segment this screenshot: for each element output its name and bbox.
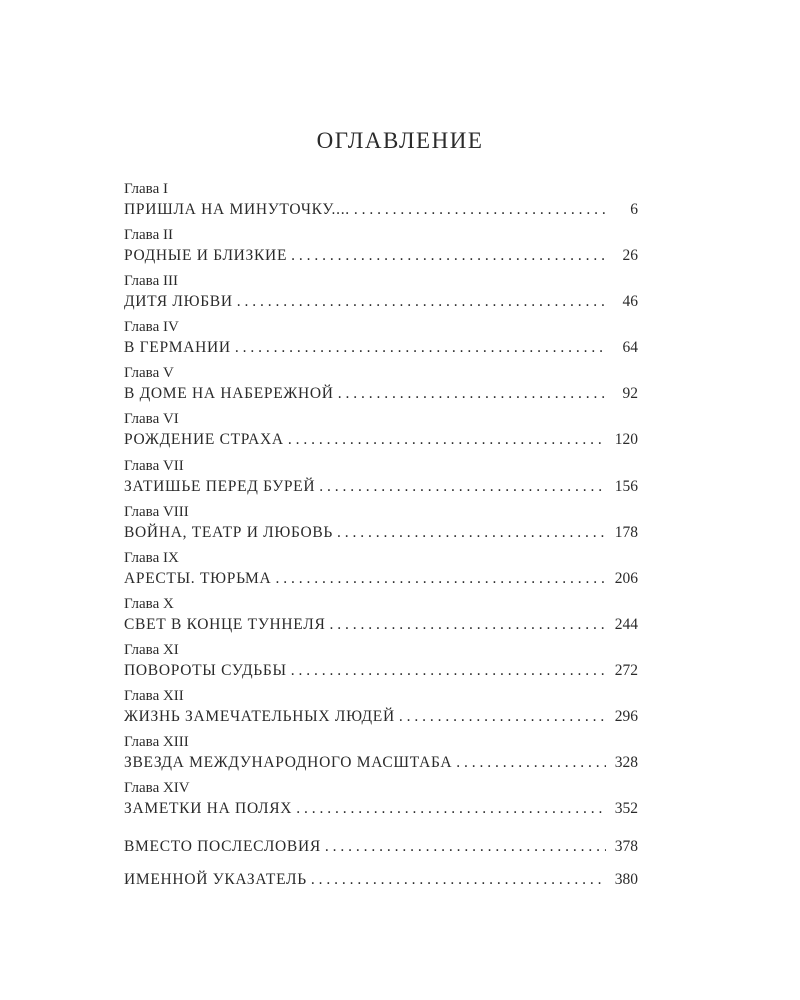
toc-chapter-2[interactable] [124, 225, 638, 271]
page-number: 206 [614, 569, 638, 587]
toc-chapter-10[interactable] [124, 594, 638, 640]
page-number: 64 [622, 339, 638, 357]
page-number: 378 [614, 838, 638, 855]
toc-chapter-7[interactable] [124, 456, 638, 502]
chapter-title: ЖИЗНЬ ЗАМЕЧАТЕЛЬНЫХ ЛЮДЕЙ [124, 708, 395, 726]
dot-leader [235, 337, 606, 359]
page-number: 156 [614, 477, 638, 495]
toc-entry[interactable] [124, 660, 638, 682]
dot-leader [319, 476, 606, 498]
toc-chapter-4[interactable] [124, 317, 638, 363]
dot-leader [311, 869, 606, 891]
page-number: 272 [614, 661, 638, 679]
chapter-label: Глава III [124, 273, 178, 290]
toc-entry[interactable] [124, 568, 638, 590]
chapter-title: РОЖДЕНИЕ СТРАХА [124, 431, 284, 449]
toc-entry[interactable] [124, 383, 638, 405]
toc-entry[interactable] [124, 836, 638, 858]
toc-chapter-14[interactable] [124, 778, 638, 824]
toc-chapter-6[interactable] [124, 409, 638, 455]
toc-entry[interactable] [124, 614, 638, 636]
dot-leader [338, 383, 606, 405]
dot-leader [456, 752, 606, 774]
dot-leader [296, 798, 606, 820]
chapter-title: ЗАТИШЬЕ ПЕРЕД БУРЕЙ [124, 477, 316, 495]
dot-leader [291, 660, 606, 682]
toc-entry[interactable] [124, 199, 638, 221]
toc-chapter-3[interactable] [124, 271, 638, 317]
chapter-title: ПРИШЛА НА МИНУТОЧКУ.... [124, 201, 350, 218]
chapter-title: ПОВОРОТЫ СУДЬБЫ [124, 661, 287, 679]
chapter-title: АРЕСТЫ. ТЮРЬМА [124, 569, 272, 587]
table-of-contents [124, 179, 638, 824]
dot-leader [354, 199, 606, 221]
chapter-label: Глава VI [124, 411, 179, 428]
chapter-title: СВЕТ В КОНЦЕ ТУННЕЛЯ [124, 615, 326, 633]
dot-leader [330, 614, 606, 636]
toc-entry[interactable] [124, 798, 638, 820]
toc-afterword[interactable] [124, 836, 638, 858]
chapter-label: Глава X [124, 595, 174, 612]
chapter-label: Глава XIV [124, 780, 190, 797]
dot-leader [288, 429, 606, 451]
page-number: 92 [622, 385, 638, 403]
toc-name-index[interactable] [124, 869, 638, 891]
page-number: 380 [614, 871, 638, 888]
chapter-label: Глава IX [124, 549, 179, 566]
chapter-label: Глава I [124, 181, 168, 197]
page-number: 352 [614, 800, 638, 818]
chapter-title: ВОЙНА, ТЕАТР И ЛЮБОВЬ [124, 523, 334, 541]
toc-chapter-9[interactable] [124, 548, 638, 594]
page-number: 328 [614, 754, 638, 772]
dot-leader [399, 706, 606, 728]
toc-entry[interactable] [124, 337, 638, 359]
chapter-title: ЗВЕЗДА МЕЖДУНАРОДНОГО МАСШТАБА [124, 754, 453, 772]
toc-entry[interactable] [124, 291, 638, 313]
page-number: 120 [614, 431, 638, 449]
toc-entry[interactable] [124, 706, 638, 728]
toc-entry[interactable] [124, 522, 638, 544]
dot-leader [237, 291, 606, 313]
dot-leader [325, 836, 606, 858]
chapter-label: Глава IV [124, 319, 179, 336]
section-title: ИМЕННОЙ УКАЗАТЕЛЬ [124, 871, 307, 888]
toc-chapter-5[interactable] [124, 363, 638, 409]
dot-leader [291, 245, 606, 267]
page-number: 6 [630, 201, 638, 218]
chapter-title: РОДНЫЕ И БЛИЗКИЕ [124, 247, 288, 265]
chapter-label: Глава VIII [124, 503, 189, 520]
section-title: ВМЕСТО ПОСЛЕСЛОВИЯ [124, 838, 321, 855]
toc-entry[interactable] [124, 245, 638, 267]
dot-leader [275, 568, 606, 590]
toc-chapter-8[interactable] [124, 502, 638, 548]
toc-entry[interactable] [124, 429, 638, 451]
page-title: ОГЛАВЛЕНИЕ [316, 128, 484, 153]
chapter-title: В ДОМЕ НА НАБЕРЕЖНОЙ [124, 385, 334, 403]
chapter-title: В ГЕРМАНИИ [124, 339, 231, 357]
toc-entry[interactable] [124, 476, 638, 498]
chapter-label: Глава XI [124, 641, 179, 658]
dot-leader [337, 522, 606, 544]
page-number: 178 [614, 523, 638, 541]
toc-entry[interactable] [124, 752, 638, 774]
chapter-label: Глава V [124, 365, 174, 382]
chapter-label: Глава VII [124, 457, 184, 474]
toc-chapter-12[interactable] [124, 686, 638, 732]
chapter-label: Глава XII [124, 688, 184, 705]
toc-chapter-11[interactable] [124, 640, 638, 686]
toc-entry[interactable] [124, 869, 638, 891]
chapter-title: ДИТЯ ЛЮБВИ [124, 293, 233, 311]
toc-chapter-1[interactable] [124, 179, 638, 225]
page-number: 46 [622, 293, 638, 311]
chapter-title: ЗАМЕТКИ НА ПОЛЯХ [124, 800, 293, 818]
page-number: 26 [622, 247, 638, 265]
toc-chapter-13[interactable] [124, 732, 638, 778]
page-number: 244 [614, 615, 638, 633]
page-number: 296 [614, 708, 638, 726]
chapter-label: Глава II [124, 227, 173, 244]
chapter-label: Глава XIII [124, 734, 189, 751]
